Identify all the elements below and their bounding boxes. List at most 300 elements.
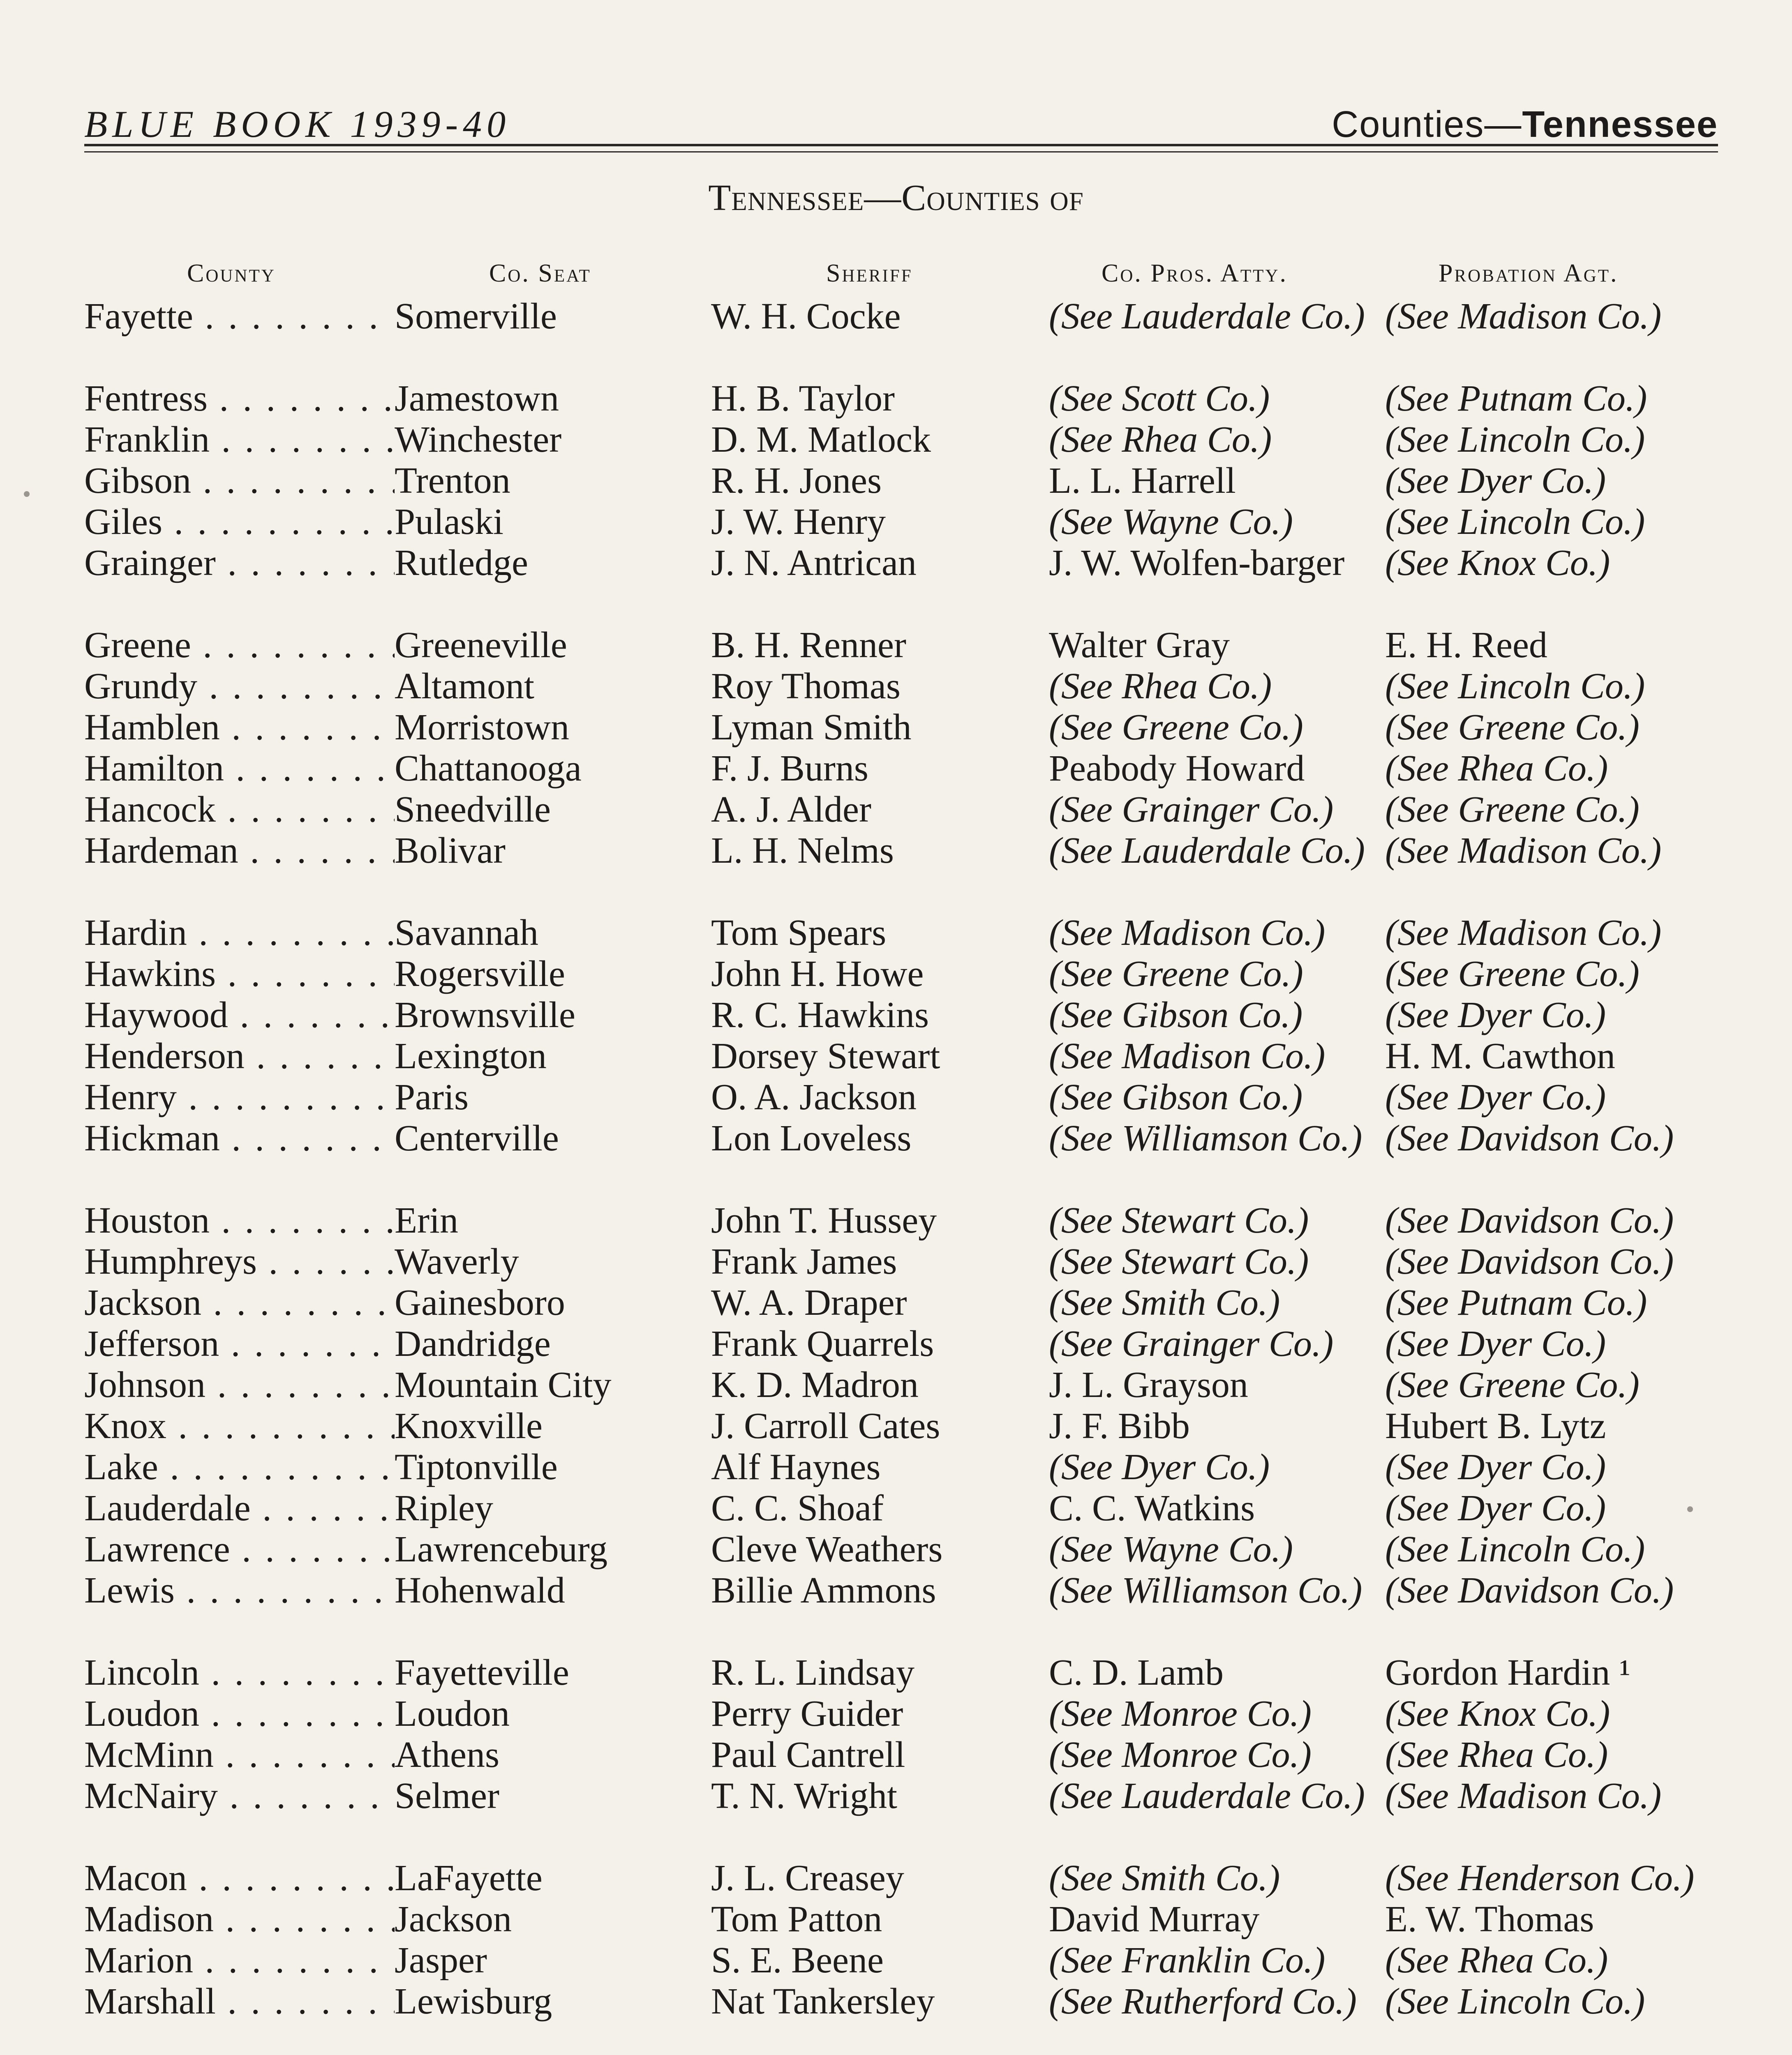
county-seat-text: Gainesboro (395, 1282, 565, 1323)
probation-agent-text: (See Dyer Co.) (1385, 1077, 1606, 1118)
county-name-text: Greene (84, 625, 191, 665)
county-name-text: Hamilton (84, 748, 224, 789)
county-seat-text: Erin (395, 1200, 458, 1241)
probation-agent (1385, 296, 1661, 337)
prosecuting-attorney (1049, 1365, 1378, 1406)
table-row (0, 1323, 1792, 1365)
paper-speck (1687, 1506, 1693, 1512)
sheriff-name (711, 1940, 884, 1981)
county-seat-text: Hohenwald (395, 1570, 565, 1611)
prosecuting-attorney-text: (See Smith Co.) (1049, 1858, 1280, 1898)
county-seat (395, 1118, 559, 1159)
county-seat-text: Rogersville (395, 954, 565, 994)
leader-dots (208, 378, 395, 419)
probation-agent-text: (See Henderson Co.) (1385, 1858, 1695, 1898)
sheriff-name (711, 378, 895, 419)
county-name (84, 954, 395, 995)
prosecuting-attorney-text: C. D. Lamb (1049, 1652, 1224, 1693)
sheriff-name (711, 1200, 937, 1241)
prosecuting-attorney-text: (See Rutherford Co.) (1049, 1981, 1357, 2022)
county-seat-text: Jackson (395, 1899, 512, 1940)
table-row (0, 1488, 1792, 1529)
county-seat (395, 748, 582, 789)
probation-agent-text: (See Greene Co.) (1385, 789, 1640, 830)
table-row (0, 912, 1792, 954)
sheriff-name (711, 1241, 897, 1282)
county-name-text: Marion (84, 1940, 193, 1981)
probation-agent (1385, 912, 1661, 954)
probation-agent-text: (See Greene Co.) (1385, 954, 1640, 994)
county-name (84, 1323, 395, 1365)
prosecuting-attorney (1049, 1776, 1378, 1817)
county-name-text: Lawrence (84, 1529, 230, 1570)
sheriff-name (711, 1652, 914, 1693)
probation-agent (1385, 1077, 1606, 1118)
sheriff-name (711, 1693, 903, 1734)
prosecuting-attorney-text: (See Wayne Co.) (1049, 501, 1293, 542)
county-name-text: Madison (84, 1899, 214, 1940)
probation-agent (1385, 748, 1608, 789)
prosecuting-attorney (1049, 1406, 1378, 1447)
sheriff-name-text: Tom Spears (711, 912, 887, 953)
leader-dots (162, 501, 395, 542)
prosecuting-attorney-text: (See Lauderdale Co.) (1049, 1776, 1365, 1816)
county-name (84, 1858, 395, 1899)
county-name (84, 1981, 395, 2022)
table-row (0, 1077, 1792, 1118)
county-seat-text: Somerville (395, 296, 557, 337)
table-row (0, 1118, 1792, 1200)
sheriff-name-text: John H. Howe (711, 954, 924, 994)
county-name-text: Humphreys (84, 1241, 257, 1282)
probation-agent (1385, 1776, 1661, 1817)
sheriff-name (711, 1776, 897, 1817)
county-seat (395, 1282, 565, 1323)
county-seat (395, 1077, 469, 1118)
probation-agent (1385, 543, 1610, 584)
county-seat-text: Waverly (395, 1241, 519, 1282)
sheriff-name (711, 830, 894, 871)
county-seat-text: Lewisburg (395, 1981, 552, 2022)
sheriff-name (711, 748, 868, 789)
table-row (0, 1940, 1792, 1981)
probation-agent-text: (See Dyer Co.) (1385, 1447, 1606, 1487)
leader-dots (216, 543, 395, 583)
county-name-text: Macon (84, 1858, 187, 1898)
prosecuting-attorney (1049, 954, 1378, 995)
county-seat (395, 1693, 510, 1734)
table-row (0, 1406, 1792, 1447)
county-seat-text: Winchester (395, 419, 562, 460)
probation-agent (1385, 1200, 1674, 1241)
county-name-text: Haywood (84, 995, 228, 1035)
county-name (84, 1365, 395, 1406)
table-row (0, 543, 1792, 625)
leader-dots (251, 1488, 395, 1529)
probation-agent-text: (See Putnam Co.) (1385, 1282, 1647, 1323)
prosecuting-attorney (1049, 1488, 1378, 1529)
prosecuting-attorney-text: J. W. Wolfen-barger (1049, 543, 1345, 583)
probation-agent (1385, 1282, 1647, 1323)
leader-dots (158, 1447, 395, 1487)
prosecuting-attorney-text: (See Grainger Co.) (1049, 1323, 1334, 1364)
county-seat-text: Lawrenceburg (395, 1529, 608, 1570)
sheriff-name (711, 954, 924, 995)
probation-agent-text: (See Greene Co.) (1385, 707, 1640, 748)
county-seat (395, 1241, 519, 1282)
probation-agent (1385, 625, 1547, 666)
sheriff-name (711, 1323, 934, 1365)
sheriff-name-text: T. N. Wright (711, 1776, 897, 1816)
probation-agent-text: (See Knox Co.) (1385, 1693, 1610, 1734)
sheriff-name (711, 1118, 911, 1159)
prosecuting-attorney (1049, 460, 1378, 501)
prosecuting-attorney (1049, 1036, 1378, 1077)
column-header-county: County (187, 259, 276, 287)
table-row (0, 1776, 1792, 1858)
county-name-text: McMinn (84, 1734, 214, 1775)
county-seat (395, 995, 575, 1036)
county-seat-text: Morristown (395, 707, 569, 748)
prosecuting-attorney-text: (See Williamson Co.) (1049, 1570, 1362, 1611)
prosecuting-attorney-text: (See Lauderdale Co.) (1049, 296, 1365, 337)
sheriff-name (711, 912, 886, 954)
sheriff-name-text: F. J. Burns (711, 748, 868, 789)
sheriff-name (711, 666, 901, 707)
table-row (0, 1447, 1792, 1488)
county-name (84, 1734, 395, 1776)
sheriff-name (711, 460, 882, 501)
county-name (84, 666, 395, 707)
sheriff-name-text: W. H. Cocke (711, 296, 901, 337)
prosecuting-attorney (1049, 1447, 1378, 1488)
sheriff-name (711, 296, 901, 337)
prosecuting-attorney (1049, 912, 1378, 954)
prosecuting-attorney-text: (See Monroe Co.) (1049, 1734, 1312, 1775)
probation-agent-text: (See Dyer Co.) (1385, 995, 1606, 1035)
county-name-text: Henry (84, 1077, 177, 1118)
leader-dots (166, 1406, 395, 1446)
leader-dots (201, 1282, 395, 1323)
probation-agent-text: (See Lincoln Co.) (1385, 1529, 1645, 1570)
county-seat (395, 830, 506, 871)
county-seat-text: Dandridge (395, 1323, 551, 1364)
leader-dots (187, 912, 395, 953)
probation-agent (1385, 460, 1606, 501)
prosecuting-attorney-text: (See Rhea Co.) (1049, 666, 1272, 707)
sheriff-name (711, 1282, 907, 1323)
county-name-text: Knox (84, 1406, 166, 1446)
county-seat-text: Greeneville (395, 625, 567, 665)
county-seat (395, 501, 503, 543)
probation-agent (1385, 378, 1647, 419)
prosecuting-attorney-text: (See Stewart Co.) (1049, 1241, 1309, 1282)
table-title: Tennessee—Counties of (708, 178, 1084, 218)
probation-agent-text: (See Rhea Co.) (1385, 1734, 1608, 1775)
county-seat-text: Lexington (395, 1036, 547, 1076)
county-name (84, 460, 395, 501)
leader-dots (257, 1241, 395, 1282)
probation-agent-text: (See Dyer Co.) (1385, 1488, 1606, 1529)
prosecuting-attorney (1049, 1241, 1378, 1282)
county-name (84, 1488, 395, 1529)
county-name-text: Gibson (84, 460, 192, 501)
county-seat-text: Brownsville (395, 995, 575, 1035)
county-seat (395, 296, 557, 337)
sheriff-name-text: J. N. Antrican (711, 543, 917, 583)
probation-agent (1385, 1652, 1630, 1693)
column-header-pros-atty: Co. Pros. Atty. (1102, 259, 1288, 287)
county-seat-text: Tiptonville (395, 1447, 558, 1487)
county-name (84, 1447, 395, 1488)
county-name-text: Hamblen (84, 707, 220, 748)
county-name (84, 912, 395, 954)
county-seat-text: Jasper (395, 1940, 487, 1981)
prosecuting-attorney-text: (See Smith Co.) (1049, 1282, 1280, 1323)
sheriff-name-text: Paul Cantrell (711, 1734, 905, 1775)
county-seat (395, 419, 561, 460)
table-row (0, 1365, 1792, 1406)
header-rule-thin (84, 151, 1718, 152)
probation-agent-text: (See Lincoln Co.) (1385, 1981, 1645, 2022)
county-seat (395, 1036, 547, 1077)
county-seat (395, 1406, 543, 1447)
probation-agent (1385, 501, 1645, 543)
county-name-text: Marshall (84, 1981, 216, 2022)
leader-dots (214, 1734, 395, 1775)
probation-agent-text: (See Lincoln Co.) (1385, 666, 1645, 707)
sheriff-name (711, 1365, 919, 1406)
probation-agent (1385, 1858, 1694, 1899)
table-row (0, 1652, 1792, 1693)
prosecuting-attorney (1049, 1118, 1378, 1159)
prosecuting-attorney-text: (See Dyer Co.) (1049, 1447, 1270, 1487)
county-name (84, 1200, 395, 1241)
table-row (0, 1282, 1792, 1323)
sheriff-name-text: Lon Loveless (711, 1118, 912, 1159)
probation-agent-text: (See Dyer Co.) (1385, 1323, 1606, 1364)
probation-agent (1385, 789, 1640, 830)
probation-agent-text: (See Rhea Co.) (1385, 1940, 1608, 1981)
leader-dots (224, 748, 395, 789)
probation-agent (1385, 707, 1640, 748)
prosecuting-attorney-text: J. F. Bibb (1049, 1406, 1190, 1446)
county-seat-text: Bolivar (395, 830, 506, 871)
prosecuting-attorney (1049, 1981, 1378, 2022)
county-seat (395, 1734, 499, 1776)
county-name-text: Grainger (84, 543, 216, 583)
county-seat (395, 1323, 551, 1365)
county-seat-text: Sneedville (395, 789, 551, 830)
county-name-text: Franklin (84, 419, 210, 460)
probation-agent (1385, 1899, 1594, 1940)
sheriff-name-text: Frank Quarrels (711, 1323, 934, 1364)
county-name (84, 1529, 395, 1570)
table-row (0, 1570, 1792, 1652)
running-head-section-prefix: Counties— (1332, 104, 1522, 145)
probation-agent (1385, 1693, 1610, 1734)
prosecuting-attorney-text: (See Madison Co.) (1049, 1036, 1326, 1076)
sheriff-name-text: R. L. Lindsay (711, 1652, 914, 1693)
prosecuting-attorney (1049, 1693, 1378, 1734)
probation-agent (1385, 1118, 1674, 1159)
prosecuting-attorney-text: (See Scott Co.) (1049, 378, 1270, 419)
county-seat (395, 1529, 607, 1570)
county-table (0, 296, 1792, 2055)
table-row (0, 830, 1792, 912)
county-seat-text: Chattanooga (395, 748, 582, 789)
county-name (84, 1899, 395, 1940)
prosecuting-attorney-text: (See Greene Co.) (1049, 707, 1303, 748)
table-row (0, 419, 1792, 460)
county-name (84, 1077, 395, 1118)
probation-agent-text: (See Davidson Co.) (1385, 1570, 1674, 1611)
probation-agent (1385, 1365, 1640, 1406)
prosecuting-attorney-text: Peabody Howard (1049, 748, 1305, 789)
table-row (0, 501, 1792, 543)
probation-agent (1385, 1241, 1674, 1282)
county-seat-text: LaFayette (395, 1858, 543, 1898)
probation-agent-text: (See Davidson Co.) (1385, 1118, 1674, 1159)
county-name-text: Lauderdale (84, 1488, 251, 1529)
prosecuting-attorney-text: (See Stewart Co.) (1049, 1200, 1309, 1241)
prosecuting-attorney-text: (See Madison Co.) (1049, 912, 1326, 953)
probation-agent (1385, 954, 1640, 995)
probation-agent-text: (See Rhea Co.) (1385, 748, 1608, 789)
county-name-text: Hawkins (84, 954, 216, 994)
sheriff-name (711, 1858, 904, 1899)
prosecuting-attorney-text: L. L. Harrell (1049, 460, 1236, 501)
probation-agent (1385, 1036, 1615, 1077)
probation-agent-text: (See Davidson Co.) (1385, 1241, 1674, 1282)
prosecuting-attorney-text: (See Gibson Co.) (1049, 1077, 1303, 1118)
county-seat-text: Fayetteville (395, 1652, 569, 1693)
probation-agent (1385, 1981, 1645, 2022)
leader-dots (245, 1036, 395, 1076)
sheriff-name-text: L. H. Nelms (711, 830, 894, 871)
county-seat (395, 789, 551, 830)
leader-dots (214, 1899, 395, 1940)
sheriff-name (711, 995, 929, 1036)
county-name (84, 378, 395, 419)
county-seat (395, 1776, 499, 1817)
prosecuting-attorney (1049, 1858, 1378, 1899)
county-seat (395, 1899, 512, 1940)
prosecuting-attorney-text: J. L. Grayson (1049, 1365, 1248, 1405)
table-row (0, 954, 1792, 995)
leader-dots (220, 707, 395, 748)
probation-agent-text: (See Madison Co.) (1385, 830, 1662, 871)
probation-agent-text: (See Knox Co.) (1385, 543, 1610, 583)
county-seat-text: Centerville (395, 1118, 559, 1159)
sheriff-name-text: Lyman Smith (711, 707, 912, 748)
prosecuting-attorney (1049, 1570, 1378, 1611)
sheriff-name-text: J. W. Henry (711, 501, 886, 542)
county-name (84, 1940, 395, 1981)
prosecuting-attorney (1049, 1899, 1378, 1940)
column-header-probation-agt: Probation Agt. (1439, 259, 1619, 287)
prosecuting-attorney (1049, 1734, 1378, 1776)
probation-agent (1385, 1529, 1645, 1570)
sheriff-name-text: Billie Ammons (711, 1570, 936, 1611)
sheriff-name-text: Perry Guider (711, 1693, 903, 1734)
probation-agent (1385, 1447, 1606, 1488)
prosecuting-attorney (1049, 789, 1378, 830)
probation-agent-text: (See Lincoln Co.) (1385, 419, 1645, 460)
prosecuting-attorney (1049, 830, 1378, 871)
sheriff-name-text: J. L. Creasey (711, 1858, 904, 1898)
table-row (0, 1734, 1792, 1776)
prosecuting-attorney (1049, 625, 1378, 666)
county-seat-text: Trenton (395, 460, 510, 501)
sheriff-name (711, 1077, 917, 1118)
prosecuting-attorney (1049, 1077, 1378, 1118)
county-name (84, 1776, 395, 1817)
county-seat-text: Pulaski (395, 501, 504, 542)
county-name (84, 296, 395, 337)
prosecuting-attorney-text: (See Grainger Co.) (1049, 789, 1334, 830)
county-name-text: Houston (84, 1200, 210, 1241)
county-seat (395, 912, 538, 954)
probation-agent (1385, 995, 1606, 1036)
county-seat-text: Mountain City (395, 1365, 612, 1405)
sheriff-name-text: B. H. Renner (711, 625, 906, 665)
leader-dots (216, 1981, 395, 2022)
prosecuting-attorney-text: C. C. Watkins (1049, 1488, 1255, 1529)
county-name-text: Giles (84, 501, 162, 542)
sheriff-name-text: W. A. Draper (711, 1282, 907, 1323)
sheriff-name (711, 789, 871, 830)
county-seat (395, 378, 559, 419)
county-name-text: Fentress (84, 378, 208, 419)
prosecuting-attorney-text: (See Williamson Co.) (1049, 1118, 1362, 1159)
county-name-text: Lake (84, 1447, 158, 1487)
county-seat (395, 707, 569, 748)
county-seat (395, 1858, 543, 1899)
county-name (84, 707, 395, 748)
table-row (0, 1899, 1792, 1940)
prosecuting-attorney (1049, 707, 1378, 748)
county-seat (395, 1365, 612, 1406)
leader-dots (228, 995, 395, 1035)
prosecuting-attorney-text: (See Monroe Co.) (1049, 1693, 1312, 1734)
probation-agent-text: (See Madison Co.) (1385, 912, 1662, 953)
running-head-title: BLUE BOOK 1939-40 (84, 103, 511, 145)
county-name (84, 1693, 395, 1734)
county-seat-text: Altamont (395, 666, 534, 707)
county-seat (395, 625, 567, 666)
county-seat (395, 954, 565, 995)
county-name (84, 625, 395, 666)
prosecuting-attorney-text: David Murray (1049, 1899, 1260, 1940)
county-seat (395, 543, 528, 584)
county-name-text: Johnson (84, 1365, 206, 1405)
probation-agent-text: H. M. Cawthon (1385, 1036, 1615, 1076)
leader-dots (238, 830, 395, 871)
county-seat (395, 460, 510, 501)
prosecuting-attorney (1049, 1282, 1378, 1323)
county-name (84, 1241, 395, 1282)
county-seat (395, 1940, 487, 1981)
prosecuting-attorney (1049, 748, 1378, 789)
sheriff-name-text: Dorsey Stewart (711, 1036, 940, 1076)
sheriff-name (711, 1981, 935, 2022)
county-name-text: Hancock (84, 789, 216, 830)
prosecuting-attorney-text: (See Gibson Co.) (1049, 995, 1303, 1035)
prosecuting-attorney-text: (See Lauderdale Co.) (1049, 830, 1365, 871)
table-row (0, 1858, 1792, 1899)
prosecuting-attorney (1049, 666, 1378, 707)
